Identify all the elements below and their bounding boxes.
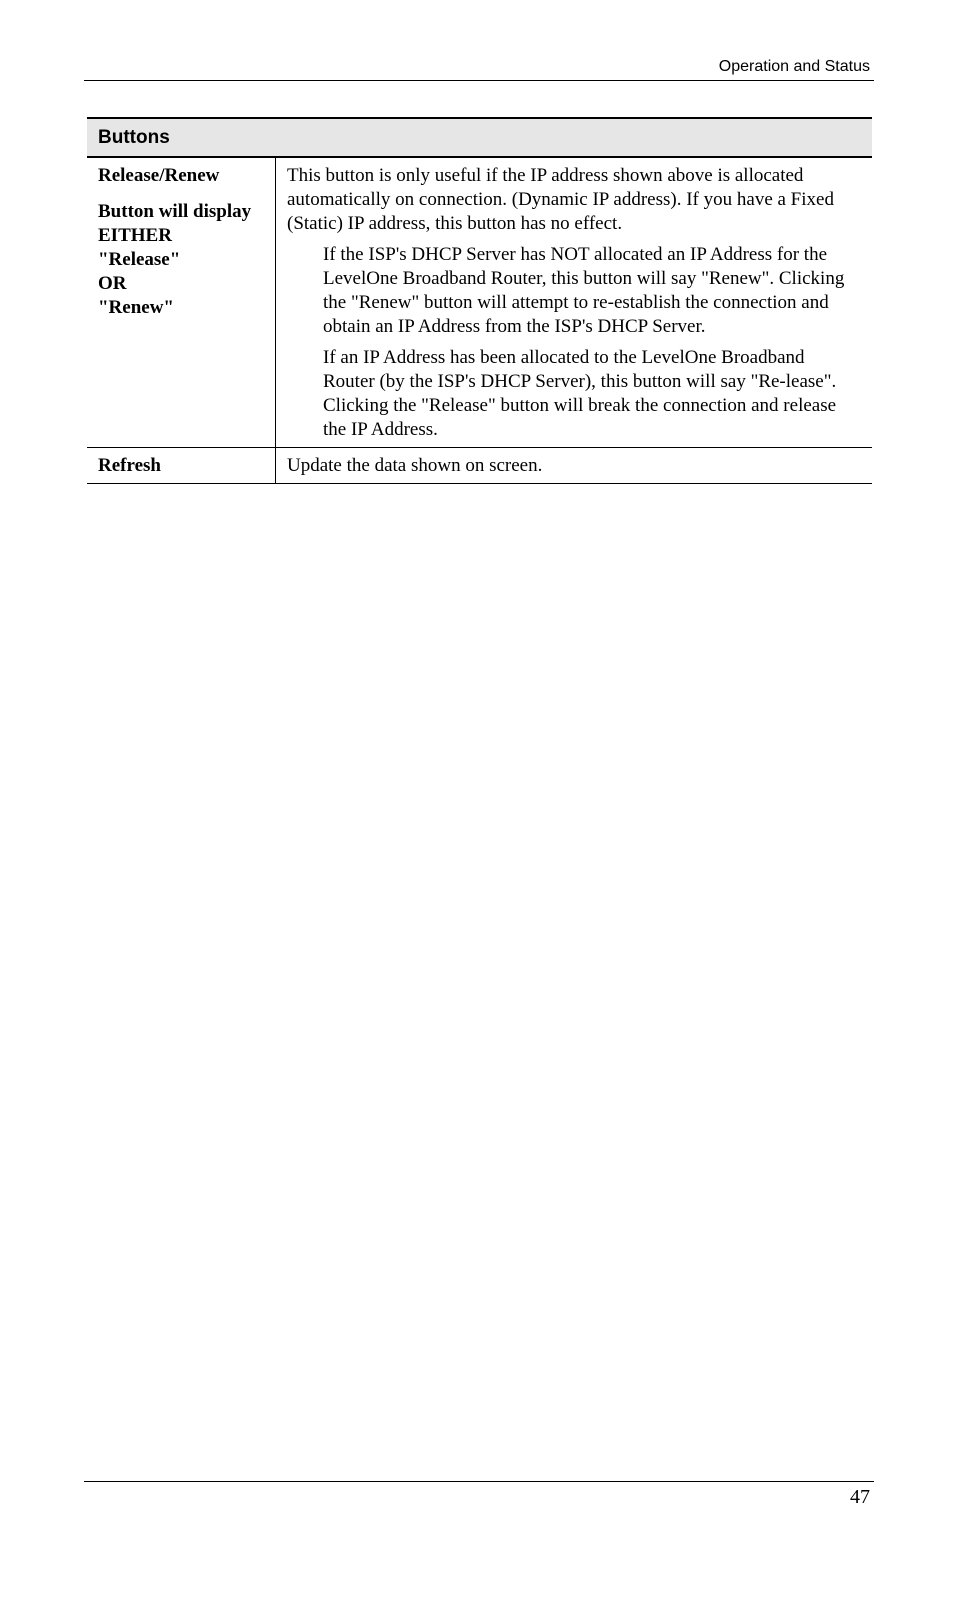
description-cell [276,157,873,448]
page-number: 47 [850,1486,870,1508]
table-heading: Buttons [87,118,872,157]
table-row [87,448,872,484]
term-note-line: EITHER [98,225,172,246]
term-cell [87,448,276,484]
description-paragraph: This button is only useful if the IP address shown above is allocated automatically on connection. (Dynamic IP address). If you have a Fixed (Static) IP address, this button has no effect. [287,165,834,234]
buttons-table [87,117,872,484]
description-paragraph: If an IP Address has been allocated to the LevelOne Broadband Router (by the ISP's DHCP Server), this button will say "Re-lease". Clicking the "Release" button will break the connection and release the IP Address. [323,347,837,440]
term-note [98,200,264,320]
term-label: Release/Renew [98,165,220,186]
term-label: Refresh [98,455,161,476]
table-row [87,157,872,448]
table-header-row [87,118,872,157]
header-divider [84,80,874,81]
running-header: Operation and Status [718,58,870,75]
term-cell [87,157,276,448]
term-note-line: "Renew" [98,297,174,318]
term-note-line: OR [98,273,127,294]
term-note-line: Button will display [98,201,252,222]
term-note-line: "Release" [98,249,181,270]
description-paragraph: If the ISP's DHCP Server has NOT allocated an IP Address for the LevelOne Broadband Router, this button will say "Renew". Clicking the "Renew" button will attempt to re-establish the connection and obtain an IP Address from the ISP's DHCP Server. [323,244,845,337]
description-paragraph: Update the data shown on screen. [287,455,543,476]
description-cell [276,448,873,484]
footer-divider [84,1481,874,1482]
